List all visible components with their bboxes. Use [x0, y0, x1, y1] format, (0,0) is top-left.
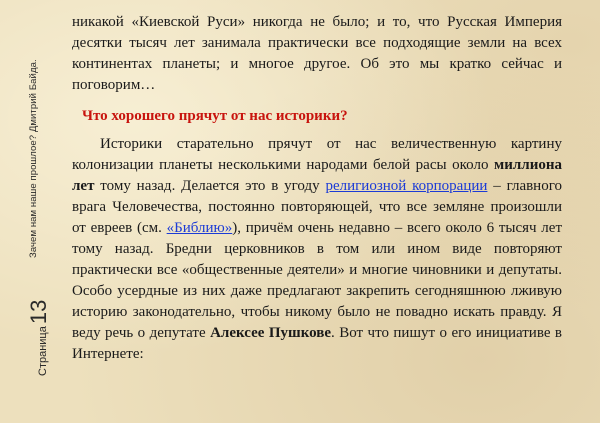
bold-million-years: миллиона лет — [72, 157, 562, 194]
body-text-1: Историки старательно прячут от нас величественную картину колонизации планеты несколькими народами белой расы около — [72, 136, 562, 173]
body-text-2: тому назад. Делается это в угоду — [94, 178, 326, 194]
body-text-5: . Вот что пишут о его инициативе в Интернете: — [72, 325, 563, 362]
page-number-label — [28, 300, 50, 376]
body-text-4: ), причём очень недавно – всего около 6 тысяч лет тому назад. Бредни церковников в том или ином виде повторяют практически все «общественные деятели» и многие чиновники и депутаты. Особо усердные из них даже предлагают закрепить сегодняшнюю лживую историю законодательно, чтобы никому было не повадно искать правду. Я веду речь о депутате — [72, 220, 562, 341]
body-text-3: – главного врага Человечества, постоянно повторяющей, что все земляне произошли от евреев (см. — [72, 178, 562, 236]
page-word: Страница — [37, 326, 49, 376]
link-bible[interactable]: «Библию» — [166, 220, 233, 236]
body-paragraph — [72, 134, 562, 365]
bold-deputy-name: Алексее Пушкове — [210, 325, 332, 341]
article-text — [72, 12, 562, 365]
intro-paragraph: никакой «Киевской Руси» никогда не было; и то, что Русская Империя десятки тысяч лет занимала практически все подходящие земли на всех континентах планеты; и многое другое. Об это мы кратко сейчас и поговорим… — [72, 14, 562, 93]
page-margin — [0, 0, 51, 423]
link-religious-corporation[interactable]: религиозной корпорации — [325, 178, 488, 194]
section-heading: Что хорошего прячут от нас историки? — [82, 108, 348, 124]
side-caption: Зачем нам наше прошлое? Дмитрий Байда. — [28, 59, 39, 258]
page-number: 13 — [26, 299, 51, 325]
